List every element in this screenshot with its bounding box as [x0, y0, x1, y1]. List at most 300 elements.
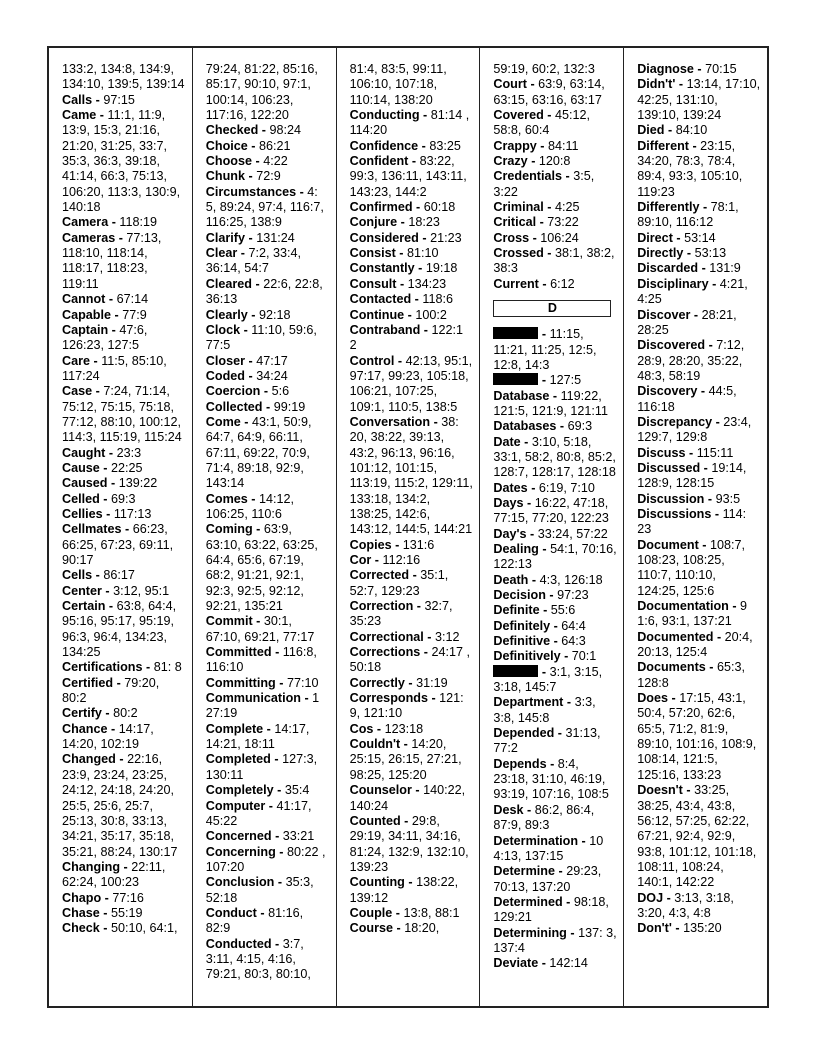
entry-separator: -: [101, 583, 114, 598]
index-entry: [62, 308, 186, 323]
page-line-references: 6:19, 7:10: [538, 480, 595, 495]
index-term: Discussions: [637, 506, 712, 521]
index-term: Didn't': [637, 77, 676, 92]
index-entry: [637, 891, 761, 922]
index-entry: [637, 461, 761, 492]
entry-separator: -: [247, 138, 259, 153]
index-term: Coded: [205, 368, 245, 383]
page-line-references: 11:15, 11:21, 11:25, 12:5, 12:8, 14:3: [493, 327, 597, 372]
index-entry: [493, 215, 617, 230]
index-entry: [493, 695, 617, 726]
entry-separator: -: [411, 292, 423, 307]
entry-separator: -: [105, 445, 117, 460]
entry-separator: -: [108, 322, 120, 337]
entry-separator: -: [520, 434, 532, 449]
index-term: Counting: [349, 875, 405, 890]
index-entry: [62, 108, 186, 215]
page-line-references: 18:23: [408, 215, 440, 230]
page-line-references: 33:21: [282, 829, 315, 844]
index-entry: [350, 676, 474, 691]
page-line-references: 121: 9, 121:10: [349, 691, 464, 721]
page-line-references: 38: 20, 38:22, 39:13, 43:2, 96:13, 96:16, 101:12, 101:15, 113:19, 115:2, 129:11, 133:18, 134:2, 138:25, 142:6, 143:12, 144:5, 144:21: [349, 414, 473, 537]
index-entry: [493, 603, 617, 618]
page-line-references: 3:10, 5:18, 33:1, 58:2, 80:8, 85:2, 128:7, 128:17, 128:18: [493, 434, 616, 480]
entry-separator: -: [107, 476, 119, 491]
page-line-references: 45:12, 58:8, 60:4: [493, 108, 591, 138]
index-term: Discarded: [637, 261, 699, 276]
page-line-references: 10 4:13, 137:15: [493, 833, 604, 863]
page-line-references: 23:15, 34:20, 78:3, 78:4, 89:4, 93:3, 105:10, 119:23: [637, 138, 743, 199]
page-line-references: 47:17: [256, 353, 288, 368]
page-line-references: 77:10: [286, 675, 319, 690]
entry-separator: -: [273, 783, 285, 798]
page-line-references: 53:14: [684, 230, 716, 245]
index-term: Contraband: [349, 322, 421, 337]
page-line-references: 16:22, 47:18, 77:15, 77:20, 122:23: [493, 495, 609, 526]
index-entry: [62, 676, 186, 707]
page-line-references: 77:9: [122, 307, 147, 322]
index-entry: [62, 891, 186, 906]
index-entry: [493, 246, 617, 277]
entry-separator: -: [566, 925, 579, 940]
index-entry: [62, 492, 186, 507]
index-entry: [637, 538, 761, 599]
index-term: Covered: [493, 108, 544, 123]
entry-separator: -: [693, 62, 706, 76]
page-line-references: 117:13: [113, 506, 152, 521]
index-term: Databases: [493, 419, 557, 434]
page-line-references: 22:16, 23:9, 23:24, 23:25, 24:12, 24:18, 24:20, 25:5, 25:6, 25:7, 25:13, 30:8, 33:13, 34:21, 35:17, 35:18, 35:21, 88:24, 130:17: [62, 752, 178, 859]
entry-separator: -: [705, 660, 717, 675]
index-entry: [350, 630, 474, 645]
index-entry: [62, 93, 186, 108]
index-entry: [206, 354, 330, 369]
index-entry: [637, 277, 761, 308]
entry-separator: -: [667, 691, 680, 706]
index-entry: [637, 231, 761, 246]
index-term: Discussion: [637, 491, 705, 506]
page-line-references: 84:11: [547, 138, 579, 153]
index-term: Celled: [62, 491, 100, 506]
page-line-references: 7:2, 33:4, 36:14, 54:7: [205, 246, 302, 276]
page-line-references: 127:3, 130:11: [205, 752, 318, 782]
entry-separator: -: [404, 875, 417, 890]
page-line-references: 55:6: [550, 603, 576, 618]
entry-separator: -: [244, 169, 257, 184]
entry-separator: -: [245, 230, 257, 245]
entry-separator: -: [713, 629, 725, 644]
index-term: Days: [493, 495, 524, 510]
index-term: Cos: [349, 721, 374, 736]
entry-separator: -: [397, 215, 409, 230]
index-term: Depended: [493, 726, 555, 741]
index-term: Capable: [62, 307, 111, 322]
index-term: Check: [62, 921, 100, 936]
page-line-references: 140:22, 140:24: [349, 783, 466, 813]
page-line-references: 135:20: [683, 921, 722, 936]
page-line-references: 53:13: [694, 246, 727, 261]
page-line-references: 115:11: [696, 445, 734, 460]
page-line-references: 122:1 2: [349, 322, 463, 353]
index-term: Clearly: [205, 307, 248, 322]
index-term: Circumstances: [205, 184, 297, 199]
page-line-references: 24:17 , 50:18: [349, 645, 470, 675]
entry-separator: -: [392, 921, 405, 936]
index-term: Day's: [493, 526, 527, 541]
page-line-references: 8:4, 23:18, 31:10, 46:19, 93:19, 107:16, 108:5: [493, 756, 609, 802]
page-line-references: 30:1, 67:10, 69:21, 77:17: [205, 614, 315, 644]
entry-separator: -: [543, 246, 555, 261]
index-term: Determine: [493, 864, 555, 879]
entry-separator: -: [664, 123, 676, 138]
index-entry: [350, 108, 474, 139]
index-entry: [206, 691, 330, 722]
index-term: Chunk: [205, 169, 245, 184]
entry-separator: -: [237, 246, 249, 261]
entry-separator: -: [391, 537, 403, 552]
page-line-references: 54:1, 70:16, 122:13: [493, 541, 617, 572]
index-term: Disciplinary: [637, 276, 709, 291]
index-entry: [206, 522, 330, 614]
page-line-references: 4:21, 4:25: [637, 276, 748, 307]
index-term: Come: [205, 414, 241, 429]
index-term: Definitely: [493, 618, 551, 633]
page-line-references: 131:24: [256, 230, 295, 245]
index-entry: [62, 215, 186, 230]
index-term: Certified: [62, 675, 114, 690]
index-term: Depends: [493, 756, 547, 771]
index-entry: [350, 277, 474, 292]
index-term: Communication: [205, 691, 301, 706]
index-term: Dates: [493, 480, 528, 495]
index-term: Counselor: [349, 783, 412, 798]
entry-separator: -: [700, 460, 712, 475]
index-term: Clock: [205, 322, 241, 337]
index-entry: [62, 323, 186, 354]
entry-separator: -: [414, 261, 426, 276]
page-line-references: 7:12, 28:9, 28:20, 35:22, 48:3, 58:19: [637, 338, 745, 383]
index-entry: [62, 906, 186, 921]
index-term: Critical: [493, 215, 537, 230]
index-entry: [62, 507, 186, 522]
index-entry: [493, 634, 617, 649]
page-line-references: 84:10: [675, 123, 708, 138]
page-line-references: 47:6, 126:23, 127:5: [62, 322, 148, 353]
index-term: Decision: [493, 588, 546, 602]
index-entry: [350, 292, 474, 307]
index-entry: [637, 338, 761, 384]
entry-separator: -: [271, 645, 283, 660]
entry-separator: -: [427, 691, 440, 706]
index-term: Cleared: [205, 276, 252, 291]
section-letter-heading: D: [493, 300, 611, 317]
index-term: Consist: [349, 246, 396, 261]
index-term: Cross: [493, 230, 530, 245]
entry-separator: -: [92, 384, 104, 399]
entry-separator: -: [711, 506, 723, 521]
entry-separator: -: [396, 276, 408, 291]
index-entry: [637, 599, 761, 630]
entry-separator: -: [108, 215, 120, 230]
index-entry: [62, 292, 186, 307]
index-entry: [350, 814, 474, 875]
index-entry: [637, 921, 761, 936]
index-term: Changing: [62, 859, 121, 874]
index-entry: [350, 737, 474, 783]
index-entry: [637, 308, 761, 339]
index-entry: [493, 496, 617, 527]
index-term: Caused: [62, 476, 108, 491]
index-term: Documentation: [637, 599, 729, 614]
index-entry: [493, 665, 617, 696]
index-entry: [493, 834, 617, 865]
entry-separator: -: [90, 353, 102, 368]
page-line-references: 112:16: [382, 553, 421, 567]
page-line-references: 3:12, 95:1: [113, 583, 170, 598]
page-line-references: 81:16, 82:9: [205, 905, 304, 936]
index-entry: [350, 261, 474, 276]
page-line-references: 79:20, 80:2: [62, 675, 160, 706]
page-line-references: 70:15: [705, 62, 737, 76]
index-term: Don't': [637, 921, 672, 936]
index-entry: [62, 522, 186, 568]
page-line-references: 22:11, 62:24, 100:23: [62, 859, 166, 890]
page-line-references: 35:4: [284, 783, 310, 798]
entry-separator: -: [698, 261, 710, 276]
entry-separator: -: [419, 108, 431, 123]
index-term: Died: [637, 123, 665, 138]
index-term: Concerned: [205, 829, 272, 844]
index-entry: [350, 231, 474, 246]
index-entry: [206, 384, 330, 399]
index-entry: [350, 215, 474, 230]
index-entry: [206, 169, 330, 184]
page-line-references: 20:4, 20:13, 125:4: [637, 629, 753, 660]
entry-separator: -: [527, 154, 539, 169]
index-term: Date: [493, 434, 521, 449]
page-line-references: 73:22: [547, 215, 579, 230]
page-line-references: 69:3: [567, 419, 593, 434]
page-line-references: 77:16: [112, 890, 144, 905]
index-column-4: [479, 48, 623, 1006]
index-entry: [493, 435, 617, 481]
index-term: Coercion: [205, 384, 261, 399]
index-term: Crappy: [493, 138, 537, 153]
index-entry: [637, 783, 761, 890]
entry-separator: -: [101, 890, 113, 905]
index-term: Clarify: [205, 230, 245, 245]
index-term: Cellmates: [62, 522, 122, 537]
entry-separator: -: [263, 721, 275, 736]
index-entry: [637, 507, 761, 538]
page-line-references: 59:19, 60:2, 132:3: [493, 62, 595, 76]
index-column-3: [336, 48, 480, 1006]
page-line-references: 67:14: [116, 292, 149, 307]
index-term: Differently: [637, 200, 700, 215]
index-term: Department: [493, 695, 564, 710]
entry-separator: -: [728, 599, 741, 614]
index-entry: [493, 200, 617, 215]
index-term: DOJ: [637, 890, 664, 905]
index-term: Conjure: [349, 215, 398, 230]
index-entry: [493, 373, 617, 388]
page-line-references: 31:13, 77:2: [493, 726, 601, 756]
index-entry: [206, 645, 330, 676]
index-term: Correction: [349, 599, 414, 614]
entry-separator: -: [296, 184, 308, 199]
entry-separator: -: [92, 568, 104, 583]
index-entry: [493, 231, 617, 246]
entry-separator: -: [690, 307, 702, 322]
entry-separator: -: [420, 322, 432, 337]
index-term: Determined: [493, 894, 563, 909]
index-term: Counted: [349, 813, 401, 828]
page-line-references: 120:8: [538, 154, 571, 169]
entry-separator: -: [271, 936, 283, 951]
entry-separator: -: [523, 802, 535, 817]
index-entry: [206, 308, 330, 323]
entry-separator: -: [663, 890, 675, 905]
index-entry: [493, 62, 617, 77]
index-entry: [206, 937, 330, 983]
page-line-references: 98:24: [269, 123, 302, 138]
index-entry: [206, 231, 330, 246]
page-line-references: 108:7, 108:23, 108:25, 110:7, 110:10, 124:25, 125:6: [637, 537, 745, 598]
index-entry: [637, 246, 761, 261]
entry-separator: -: [105, 599, 117, 614]
index-term: Does: [637, 691, 668, 706]
index-entry: [62, 584, 186, 599]
entry-separator: -: [536, 215, 548, 230]
entry-separator: -: [256, 905, 269, 920]
index-entry: [350, 783, 474, 814]
index-term: Deviate: [493, 956, 539, 971]
entry-separator: -: [392, 905, 404, 920]
index-term: Chance: [62, 721, 108, 736]
index-term: Confident: [349, 154, 409, 169]
index-entry: [493, 619, 617, 634]
entry-separator: -: [400, 737, 412, 752]
page-line-references: 65:3, 128:8: [637, 660, 745, 690]
index-entry: [637, 691, 761, 783]
page-line-references: 63:9, 63:10, 63:22, 63:25, 64:4, 65:6, 67:19, 68:2, 91:21, 92:1, 92:3, 92:5, 92:12, 92:21, 135:21: [205, 522, 318, 614]
page-line-references: 3:13, 3:18, 3:20, 4:3, 4:8: [637, 890, 734, 920]
entry-separator: -: [92, 92, 104, 107]
entry-separator: -: [99, 460, 112, 475]
page-line-references: 86:17: [103, 568, 135, 583]
index-entry: [206, 829, 330, 844]
index-entry: [350, 200, 474, 215]
page-line-references: 80:22 , 107:20: [205, 844, 326, 874]
index-entry: [637, 415, 761, 446]
index-entry: [637, 660, 761, 691]
page-line-references: 7:24, 71:14, 75:12, 75:15, 75:18, 77:12, 88:10, 100:12, 114:3, 115:19, 115:24: [62, 384, 182, 445]
index-entry: [493, 139, 617, 154]
page-line-references: 9 1:6, 93:1, 137:21: [637, 599, 748, 629]
page-line-references: 139:22: [118, 476, 158, 491]
index-term: Direct: [637, 230, 673, 245]
index-term: Captain: [62, 322, 109, 337]
index-entry: [206, 875, 330, 906]
entry-separator: -: [99, 491, 111, 506]
index-entry: [350, 538, 474, 553]
index-entry: [62, 706, 186, 721]
page-line-references: 64:4: [561, 618, 586, 633]
entry-separator: -: [413, 599, 425, 614]
index-term: Confirmed: [349, 200, 413, 215]
entry-separator: -: [115, 230, 127, 245]
entry-separator: -: [685, 445, 697, 460]
page-line-references: 97:15: [103, 92, 135, 107]
entry-separator: -: [538, 956, 550, 971]
index-term: Cells: [62, 568, 93, 583]
entry-separator: -: [578, 833, 590, 848]
page-line-references: 11:1, 11:9, 13:9, 15:3, 21:16, 21:20, 31:25, 33:7, 35:3, 36:3, 39:18, 41:14, 66:3, 75:13, 106:20, 113:3, 130:9, 140:18: [62, 108, 181, 215]
index-term: Diagnose: [637, 62, 694, 76]
page-line-references: 81:10: [406, 246, 439, 261]
redaction-box: [493, 327, 538, 339]
index-entry: [637, 492, 761, 507]
index-term: Control: [349, 353, 395, 368]
index-entry: [493, 389, 617, 420]
index-term: Cannot: [62, 292, 106, 307]
index-term: Changed: [62, 752, 116, 767]
entry-separator: -: [420, 645, 432, 660]
page-line-references: 137: 3, 137:4: [493, 925, 617, 955]
index-entry: [350, 323, 474, 354]
index-term: Commit: [205, 614, 253, 629]
index-entry: [206, 139, 330, 154]
entry-separator: -: [560, 649, 572, 664]
index-term: Computer: [205, 798, 266, 813]
page-line-references: 97:23: [557, 588, 589, 602]
entry-separator: -: [404, 675, 417, 690]
index-entry: [206, 906, 330, 937]
index-entry: [350, 308, 474, 323]
index-term: Certain: [62, 599, 106, 614]
index-term: Corresponds: [349, 691, 428, 706]
index-entry: [206, 614, 330, 645]
page-line-references: 4:3, 126:18: [539, 572, 603, 587]
index-term: Definitive: [493, 634, 551, 649]
page-line-references: 138:22, 139:12: [349, 875, 459, 905]
index-column-5: [623, 48, 767, 1006]
index-term: Discovered: [637, 338, 706, 353]
page-line-references: 99:19: [273, 399, 306, 414]
entry-separator: -: [538, 276, 551, 291]
index-term: Corrected: [349, 568, 410, 583]
index-entry: [637, 62, 761, 77]
entry-separator: -: [247, 491, 259, 506]
entry-separator: -: [549, 388, 561, 403]
entry-separator: -: [705, 338, 717, 353]
index-entry: [350, 691, 474, 722]
page-line-references: 3:12: [434, 629, 460, 644]
entry-separator: -: [699, 200, 711, 215]
index-entry: [62, 384, 186, 445]
index-entry: [493, 864, 617, 895]
index-term: Corrections: [349, 645, 421, 660]
redaction-box: [493, 665, 538, 677]
page-line-references: 29:8, 29:19, 34:11, 34:16, 81:24, 132:9, 132:10, 139:23: [349, 813, 469, 874]
index-term: Cor: [349, 553, 372, 567]
page-line-references: 83:25: [429, 138, 461, 153]
index-entry: [350, 921, 474, 936]
entry-separator: -: [265, 798, 277, 813]
entry-separator: -: [271, 829, 283, 844]
index-entry: [493, 649, 617, 664]
entry-separator: -: [543, 108, 555, 123]
